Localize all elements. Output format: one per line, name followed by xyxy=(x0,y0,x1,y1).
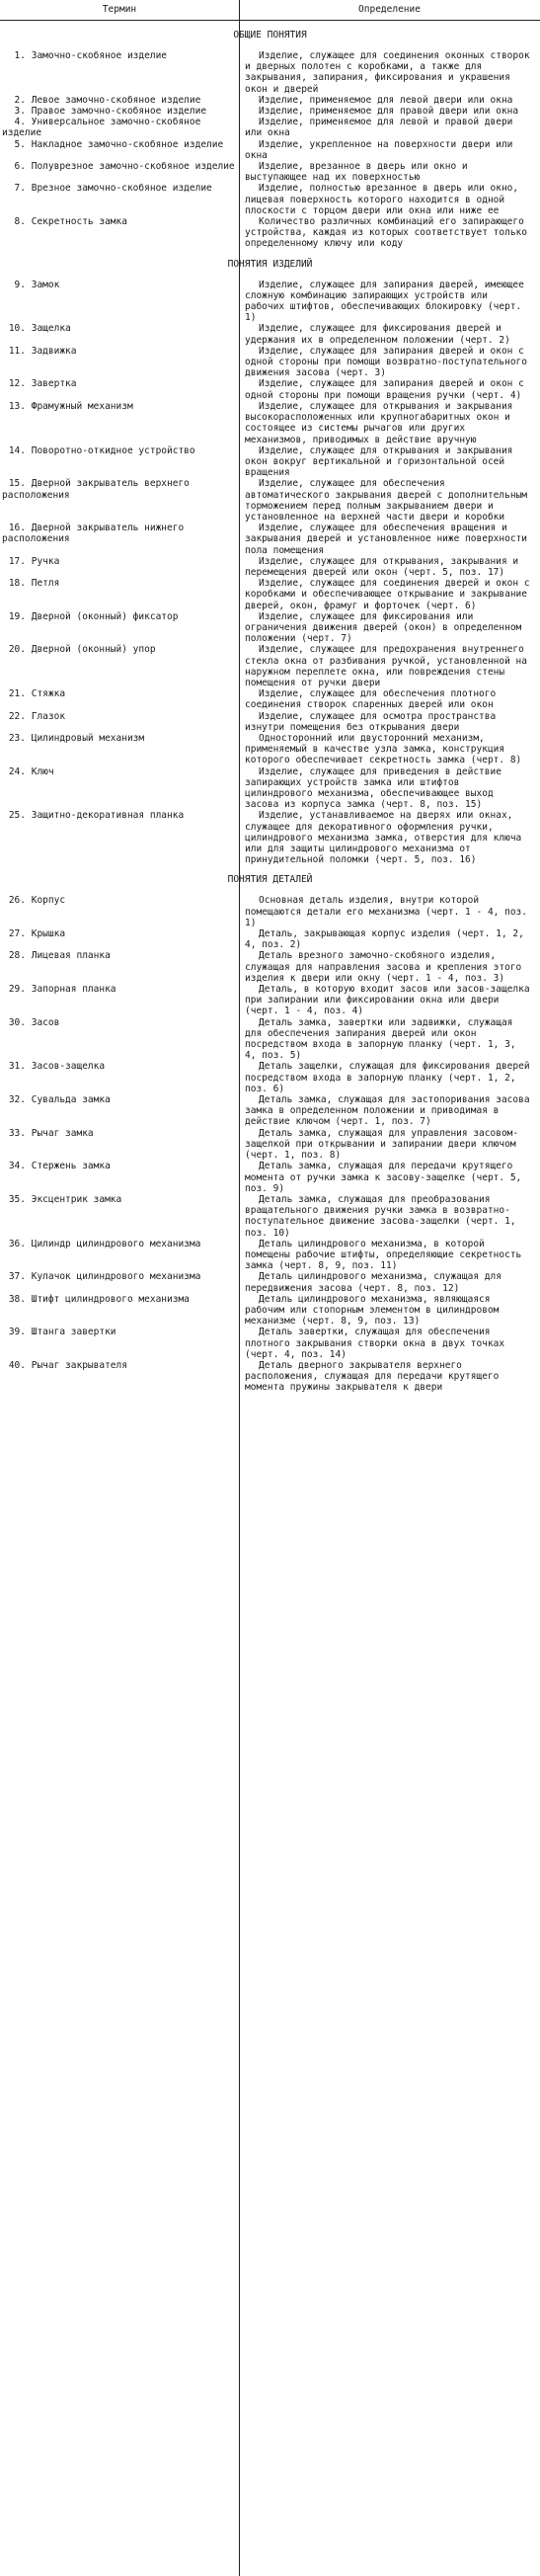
section-title: ПОНЯТИЯ ИЗДЕЛИЙ xyxy=(227,258,313,270)
definition-cell: Деталь защелки, служащая для фиксирования дверей посредством входа в запорную планку (черт. 1, 2, поз. 6) xyxy=(245,1061,530,1094)
term-name: Завертка xyxy=(31,378,77,390)
term-name: Накладное замочно-скобяное изделие xyxy=(31,138,224,150)
definition-cell: Изделие, служащее для предохранения внутреннего стекла окна от разбивания ручкой, установленной на наружном переплете окна, или повреждения стены помещения от ручки двери xyxy=(245,644,527,688)
term-row xyxy=(0,810,540,865)
term-row xyxy=(0,1194,540,1239)
term-cell xyxy=(0,984,235,995)
term-number: 5. xyxy=(14,138,26,150)
definition-cell: Изделие, служащее для фиксирования или ограничения движения дверей (окон) в определенном положении (черт. 7) xyxy=(245,610,522,645)
term-number: 37. xyxy=(8,1271,26,1283)
term-name: Цилиндр цилиндрового механизма xyxy=(31,1238,201,1249)
term-number: 21. xyxy=(8,688,26,700)
term-cell xyxy=(0,1360,235,1371)
term-cell xyxy=(0,280,235,290)
term-number: 36. xyxy=(8,1238,26,1249)
term-row xyxy=(0,323,540,345)
term-row xyxy=(0,378,540,400)
term-row xyxy=(0,928,540,950)
definition-cell: Изделие, служащее для приведения в действие запирающих устройств замка или штифтов цилиндрового механизма, обеспечивающее выход засова из корпуса замка (черт. 8, поз. 15) xyxy=(245,765,501,811)
definition-cell: Деталь замка, служащая для передачи крутящего момента от ручки замка к засову-защелке (черт. 5, поз. 9) xyxy=(245,1161,522,1194)
term-cell xyxy=(0,445,235,456)
definition-cell: Изделие, укрепленное на поверхности двери или окна xyxy=(245,138,513,161)
term-number: 39. xyxy=(8,1327,26,1338)
term-row xyxy=(0,50,540,95)
term-cell xyxy=(0,711,235,722)
term-name: Задвижка xyxy=(31,345,77,357)
term-row xyxy=(0,984,540,1017)
definition-cell: Изделие, служащее для запирания дверей и окон с одной стороны при помощи возвратно-поступательного движения засова (черт. 3) xyxy=(245,345,527,379)
term-number: 28. xyxy=(8,950,26,962)
term-name: Дверной закрыватель верхнего расположения xyxy=(2,478,195,501)
term-number: 22. xyxy=(8,710,26,722)
term-name: Засов-защелка xyxy=(31,1061,106,1073)
term-cell xyxy=(0,183,235,194)
definition-cell: Деталь врезного замочно-скобяного изделия, служащая для направления засова и крепления этого изделия к двери или окну (черт. 1 - 4, поз. 3) xyxy=(245,950,522,984)
term-name: Корпус xyxy=(31,895,66,907)
definition-cell: Деталь замка, служащая для управления засовом-защелкой при открывании и запирании двери ключом (черт. 1, поз. 8) xyxy=(245,1127,519,1162)
term-name: Фрамужный механизм xyxy=(31,400,133,412)
term-name: Универсальное замочно-скобяное изделие xyxy=(2,117,207,139)
term-cell xyxy=(0,139,235,150)
term-row xyxy=(0,1327,540,1360)
definition-cell: Изделие, врезанное в дверь или окно и выступающее над их поверхностью xyxy=(245,161,468,184)
term-name: Глазок xyxy=(31,710,66,722)
term-number: 3. xyxy=(14,106,26,118)
definition-cell: Изделие, служащее для соединения дверей и окон с коробками и обеспечивающее открывание и закрывание дверей, окон, фрамуг и форточек (черт. 6) xyxy=(245,578,530,611)
term-number: 32. xyxy=(8,1094,26,1106)
definition-cell: Деталь цилиндрового механизма, служащая для передвижения засова (черт. 8, поз. 12) xyxy=(245,1271,501,1294)
definition-cell: Изделие, служащее для соединения оконных створок и дверных полотен с коробками, а также для закрывания, запирания, фиксирования и украшения окон и дверей xyxy=(245,50,530,95)
term-cell xyxy=(0,556,235,567)
definition-cell: Деталь завертки, служащая для обеспечения плотного закрывания створки окна в двух точках (черт. 4, поз. 14) xyxy=(245,1327,505,1360)
term-cell xyxy=(0,1094,235,1105)
term-row xyxy=(0,280,540,324)
term-number: 4. xyxy=(14,117,26,128)
term-number: 7. xyxy=(14,183,26,195)
term-row xyxy=(0,950,540,984)
term-name: Левое замочно-скобяное изделие xyxy=(31,94,201,106)
term-name: Секретность замка xyxy=(31,216,127,228)
definition-cell: Изделие, применяемое для левой и правой двери или окна xyxy=(245,117,513,139)
term-number: 26. xyxy=(8,895,26,907)
term-row xyxy=(0,183,540,216)
term-name: Цилиндровый механизм xyxy=(31,732,145,744)
term-cell xyxy=(0,950,235,961)
definition-cell: Деталь цилиндрового механизма, в которой помещены рабочие штифты, определяющие секретность замка (черт. 8, 9, поз. 11) xyxy=(245,1238,522,1272)
term-name: Запорная планка xyxy=(31,984,116,996)
term-number: 9. xyxy=(14,279,26,290)
section-title: ОБЩИЕ ПОНЯТИЯ xyxy=(233,30,307,40)
definition-cell: Основная деталь изделия, внутри которой помещаются детали его механизма (черт. 1 - 4, поз. 1) xyxy=(245,895,527,928)
definition-cell: Изделие, полностью врезанное в дверь или окно, лицевая поверхность которого находится в одной плоскости с торцом двери или окна или ниже ее xyxy=(245,183,519,216)
term-row xyxy=(0,478,540,523)
term-row xyxy=(0,688,540,710)
definition-cell: Изделие, служащее для осмотра пространства изнутри помещения без открывания двери xyxy=(245,710,497,733)
term-number: 19. xyxy=(8,610,26,622)
term-cell xyxy=(0,1061,235,1072)
term-number: 18. xyxy=(8,578,26,590)
term-number: 11. xyxy=(8,345,26,357)
definition-cell: Деталь, в которую входит засов или засов-защелка при запирании или фиксировании окна или двери (черт. 1 - 4, поз. 4) xyxy=(245,984,530,1017)
term-number: 14. xyxy=(8,444,26,456)
definition-cell: Деталь дверного закрывателя верхнего расположения, служащая для передачи крутящего момента пружины закрывателя к двери xyxy=(245,1359,500,1394)
term-number: 40. xyxy=(8,1359,26,1371)
term-cell xyxy=(0,161,235,172)
definition-cell: Количество различных комбинаций его запирающего устройства, каждая из которых соответствует только определенному ключу или коду xyxy=(245,216,527,250)
definition-cell: Деталь замка, служащая для преобразования вращательного движения ручки замка в возвратно-поступательное движение засова-защелки (черт. 1, поз. 10) xyxy=(245,1193,516,1239)
term-cell xyxy=(0,733,235,744)
definition-cell: Деталь замка, служащая для застопоривания засова замка в определенном положении и приводимая в действие ключом (черт. 1, поз. 7) xyxy=(245,1094,530,1128)
term-row xyxy=(0,578,540,611)
term-cell xyxy=(0,323,235,334)
term-name: Ручка xyxy=(31,555,60,567)
term-cell xyxy=(0,95,235,106)
term-cell xyxy=(0,644,235,655)
term-number: 34. xyxy=(8,1161,26,1172)
term-name: Эксцентрик замка xyxy=(31,1193,122,1205)
term-cell xyxy=(0,766,235,777)
term-name: Засов xyxy=(31,1016,60,1028)
term-name: Дверной (оконный) фиксатор xyxy=(31,610,179,622)
term-number: 10. xyxy=(8,323,26,335)
term-row xyxy=(0,556,540,578)
term-row xyxy=(0,1271,540,1293)
term-row xyxy=(0,1161,540,1194)
term-row xyxy=(0,139,540,161)
term-number: 8. xyxy=(14,216,26,228)
term-cell xyxy=(0,216,235,227)
term-name: Рычаг замка xyxy=(31,1127,94,1139)
term-number: 38. xyxy=(8,1293,26,1305)
term-name: Сувальда замка xyxy=(31,1094,111,1106)
term-row xyxy=(0,1239,540,1272)
definition-cell: Изделие, служащее для открывания и закрывания окон вокруг вертикальной и горизонтальной осей вращения xyxy=(245,444,513,479)
term-name: Дверной закрыватель нижнего расположения xyxy=(2,523,190,545)
term-number: 20. xyxy=(8,644,26,656)
term-cell xyxy=(0,117,235,138)
term-name: Кулачок цилиндрового механизма xyxy=(31,1271,201,1283)
term-cell xyxy=(0,1294,235,1305)
term-number: 1. xyxy=(14,50,26,61)
term-row xyxy=(0,895,540,928)
definition-cell: Односторонний или двусторонний механизм, применяемый в качестве узла замка, конструкция которого обеспечивает секретность замка (черт. 8) xyxy=(245,732,522,766)
term-row xyxy=(0,445,540,479)
definition-column-header: Определение xyxy=(358,4,421,16)
term-row xyxy=(0,611,540,645)
definition-cell: Изделие, применяемое для правой двери или окна xyxy=(259,106,519,118)
term-row xyxy=(0,346,540,379)
term-name: Ключ xyxy=(31,765,54,777)
term-name: Штанга завертки xyxy=(31,1327,116,1338)
definition-cell: Изделие, служащее для запирания дверей и окон с одной стороны при помощи вращения ручки (черт. 4) xyxy=(245,378,524,401)
term-cell xyxy=(0,611,235,622)
term-number: 31. xyxy=(8,1061,26,1073)
term-name: Защитно-декоративная планка xyxy=(31,810,185,822)
term-row xyxy=(0,161,540,183)
definition-cell: Изделие, служащее для фиксирования дверей и удержания их в определенном положении (черт. 2) xyxy=(245,323,510,346)
term-cell xyxy=(0,1017,235,1028)
term-row xyxy=(0,1061,540,1094)
definition-cell: Изделие, служащее для обеспечения плотного соединения створок спаренных дверей или окон xyxy=(245,688,497,711)
term-cell xyxy=(0,1194,235,1205)
term-row xyxy=(0,766,540,811)
term-name: Поворотно-откидное устройство xyxy=(31,444,195,456)
term-number: 13. xyxy=(8,400,26,412)
definition-cell: Деталь замка, завертки или задвижки, служащая для обеспечения запирания дверей или окон посредством входа в запорную планку (черт. 1, 3, 4, поз. 5) xyxy=(245,1016,516,1062)
term-name: Правое замочно-скобяное изделие xyxy=(31,106,207,118)
term-name: Штифт цилиндрового механизма xyxy=(31,1293,190,1305)
term-number: 27. xyxy=(8,928,26,940)
term-number: 25. xyxy=(8,810,26,822)
definition-cell: Изделие, служащее для запирания дверей, имеющее сложную комбинацию запирающих устройств или рабочих штифтов, обеспечивающих блокировку (черт. 1) xyxy=(245,279,524,324)
term-row xyxy=(0,1128,540,1162)
term-row xyxy=(0,117,540,138)
definition-cell: Деталь, закрывающая корпус изделия (черт. 1, 2, 4, поз. 2) xyxy=(245,928,524,951)
term-number: 33. xyxy=(8,1127,26,1139)
term-number: 12. xyxy=(8,378,26,390)
term-name: Дверной (оконный) упор xyxy=(31,644,156,656)
term-cell xyxy=(0,1239,235,1249)
term-row xyxy=(0,523,540,556)
term-name: Полуврезное замочно-скобяное изделие xyxy=(31,161,235,173)
term-cell xyxy=(0,106,235,117)
term-row xyxy=(0,733,540,766)
term-cell xyxy=(0,346,235,357)
term-number: 24. xyxy=(8,765,26,777)
term-cell xyxy=(0,378,235,389)
term-name: Крышка xyxy=(31,928,66,940)
terms-table-body xyxy=(0,21,540,1394)
term-name: Замочно-скобяное изделие xyxy=(31,50,168,61)
term-name: Замок xyxy=(31,279,60,290)
term-cell xyxy=(0,401,235,412)
term-cell xyxy=(0,478,235,500)
term-number: 23. xyxy=(8,732,26,744)
definition-cell: Изделие, служащее для обеспечения вращения и закрывания дверей и установленное ниже поверхности пола помещения xyxy=(245,523,527,556)
term-row xyxy=(0,1294,540,1328)
term-cell xyxy=(0,688,235,699)
term-row xyxy=(0,644,540,688)
term-name: Врезное замочно-скобяное изделие xyxy=(31,183,212,195)
term-name: Стержень замка xyxy=(31,1161,111,1172)
term-cell xyxy=(0,928,235,939)
definition-cell: Деталь цилиндрового механизма, являющаяся рабочим или стопорным элементом в цилиндровом механизме (черт. 8, 9, поз. 13) xyxy=(245,1293,500,1328)
column-divider xyxy=(239,0,240,2576)
definition-cell: Изделие, служащее для обеспечения автоматического закрывания дверей с дополнительным торможением перед полным закрыванием двери и установленное на верхней части двери и коробки xyxy=(245,478,527,523)
term-number: 6. xyxy=(14,161,26,173)
definition-cell: Изделие, служащее для открывания, закрывания и перемещения дверей или окон (черт. 5, поз. 17) xyxy=(245,555,519,578)
term-name: Петля xyxy=(31,578,60,590)
term-name: Лицевая планка xyxy=(31,950,111,962)
term-name: Защелка xyxy=(31,323,71,335)
term-cell xyxy=(0,1327,235,1337)
term-row xyxy=(0,401,540,445)
term-cell xyxy=(0,895,235,906)
term-row xyxy=(0,216,540,250)
term-number: 16. xyxy=(8,523,26,534)
term-row xyxy=(0,106,540,117)
term-cell xyxy=(0,578,235,589)
term-number: 17. xyxy=(8,555,26,567)
term-cell xyxy=(0,523,235,544)
term-row xyxy=(0,95,540,106)
definition-cell: Изделие, служащее для открывания и закрывания высокорасположенных или крупногабаритных окон и состоящее из системы рычагов или других механизмов, приводимых в действие вручную xyxy=(245,400,513,445)
term-cell xyxy=(0,50,235,61)
term-row xyxy=(0,1360,540,1394)
term-row xyxy=(0,711,540,733)
definition-cell: Изделие, устанавливаемое на дверях или окнах, служащее для декоративного оформления ручки, цилиндрового механизма замка, отверстия для ключа или для защиты цилиндрового механизма от принудительной поломки (черт. 5, поз. 16) xyxy=(245,810,522,866)
term-name: Рычаг закрывателя xyxy=(31,1359,127,1371)
term-number: 29. xyxy=(8,984,26,996)
term-cell xyxy=(0,810,235,821)
term-cell xyxy=(0,1161,235,1171)
term-cell xyxy=(0,1271,235,1282)
term-row xyxy=(0,1017,540,1062)
term-column-header: Термин xyxy=(102,4,137,16)
term-name: Стяжка xyxy=(31,688,66,700)
term-number: 30. xyxy=(8,1016,26,1028)
term-cell xyxy=(0,1128,235,1139)
term-number: 35. xyxy=(8,1193,26,1205)
term-number: 15. xyxy=(8,478,26,490)
definition-cell: Изделие, применяемое для левой двери или окна xyxy=(259,94,513,106)
section-title: ПОНЯТИЯ ДЕТАЛЕЙ xyxy=(227,874,313,886)
table-header xyxy=(0,0,540,21)
term-row xyxy=(0,1094,540,1128)
term-number: 2. xyxy=(14,94,26,106)
